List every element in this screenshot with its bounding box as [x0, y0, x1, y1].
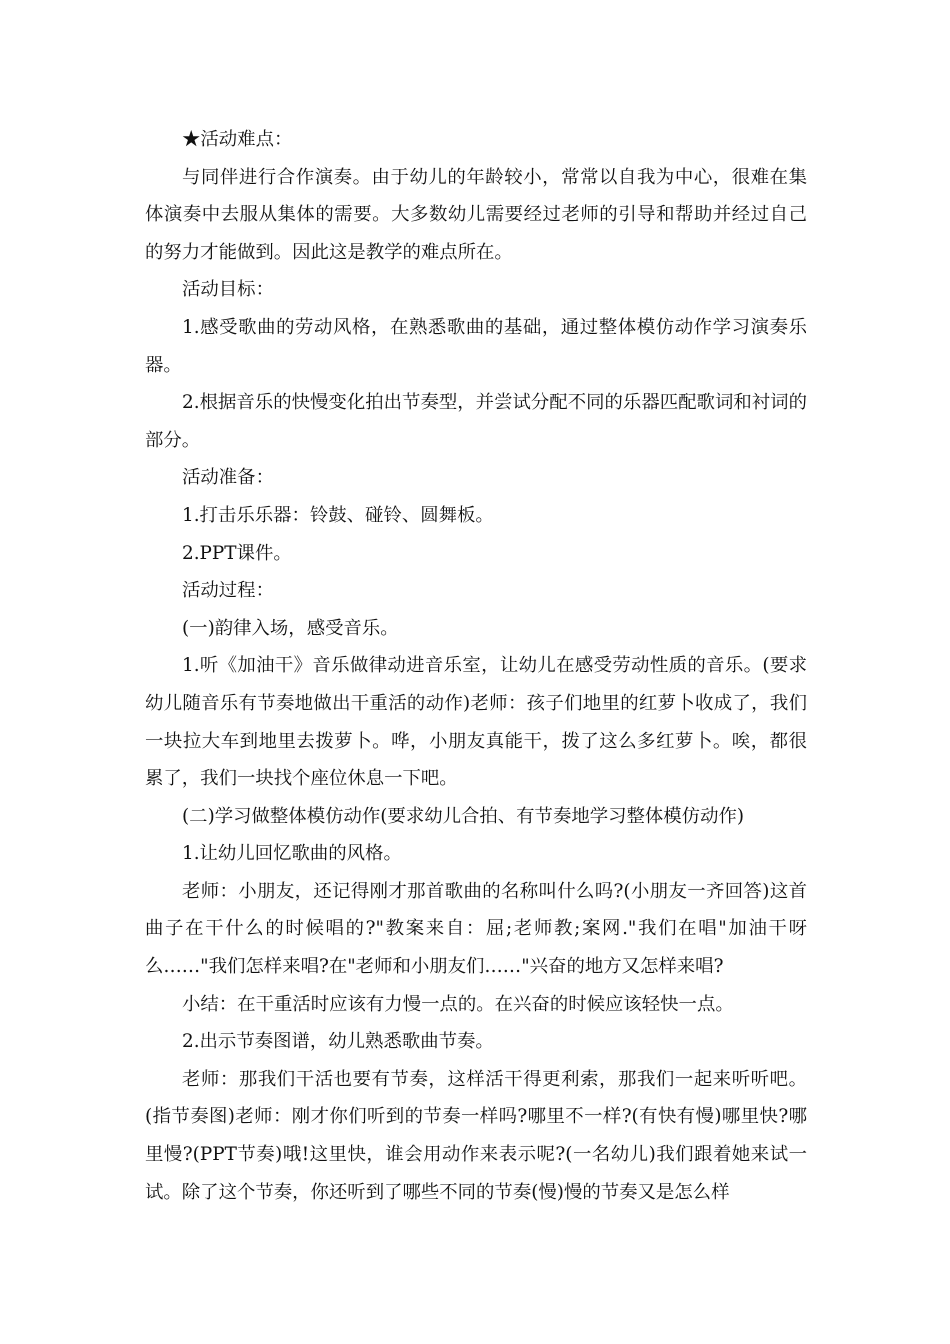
document-page [145, 121, 807, 1211]
paragraph: 小结：在干重活时应该有力慢一点的。在兴奋的时候应该轻快一点。 [182, 993, 734, 1015]
paragraph: 1.听《加油干》音乐做律动进音乐室，让幼儿在感受劳动性质的音乐。(要求幼儿随音乐有节奏地做出干重活的动作)老师：孩子们地里的红萝卜收成了，我们一块拉大车到地里去拨萝卜。哗，小朋友真能干，拨了这么多红萝卜。唉，都很累了，我们一块找个座位休息一下吧。 [145, 655, 807, 790]
paragraph: ★活动难点： [182, 129, 293, 150]
paragraph: 老师：那我们干活也要有节奏，这样活干得更利索，那我们一起来听听吧。(指节奏图)老师：刚才你们听到的节奏一样吗?哪里不一样?(有快有慢)哪里快?哪里慢?(PPT节奏)哦!这里快，谁会用动作来表示呢?(一名幼儿)我们跟着她来试一试。除了这个节奏，你还听到了哪些不同的节奏(慢)慢的节奏又是怎么样 [145, 1068, 807, 1203]
paragraph: 2.出示节奏图谱，幼儿熟悉歌曲节奏。 [182, 1031, 494, 1053]
paragraph: 1.打击乐乐器：铃鼓、碰铃、圆舞板。 [182, 504, 494, 526]
paragraph: 2.根据音乐的快慢变化拍出节奏型，并尝试分配不同的乐器匹配歌词和衬词的部分。 [145, 392, 807, 451]
paragraph: 1.让幼儿回忆歌曲的风格。 [182, 843, 402, 865]
paragraph: 老师：小朋友，还记得刚才那首歌曲的名称叫什么吗?(小朋友一齐回答)这首曲子在干什么的时候唱的?"教案来自：屈;老师教;案网."我们在唱"加油干呀么……"我们怎样来唱?在"老师和小朋友们……"兴奋的地方又怎样来唱? [145, 880, 807, 978]
paragraph: 2.PPT课件。 [182, 542, 292, 564]
paragraph: 与同伴进行合作演奏。由于幼儿的年龄较小，常常以自我为中心，很难在集体演奏中去服从集体的需要。大多数幼儿需要经过老师的引导和帮助并经过自己的努力才能做到。因此这是教学的难点所在。 [145, 166, 807, 263]
paragraph: 1.感受歌曲的劳动风格，在熟悉歌曲的基础，通过整体模仿动作学习演奏乐器。 [145, 316, 807, 376]
section-heading: 活动过程： [182, 580, 274, 602]
paragraph: (二)学习做整体模仿动作(要求幼儿合拍、有节奏地学习整体模仿动作) [182, 805, 745, 827]
section-heading: 活动目标： [182, 279, 274, 301]
section-heading: 活动准备： [182, 467, 274, 489]
paragraph: (一)韵律入场，感受音乐。 [182, 617, 399, 639]
